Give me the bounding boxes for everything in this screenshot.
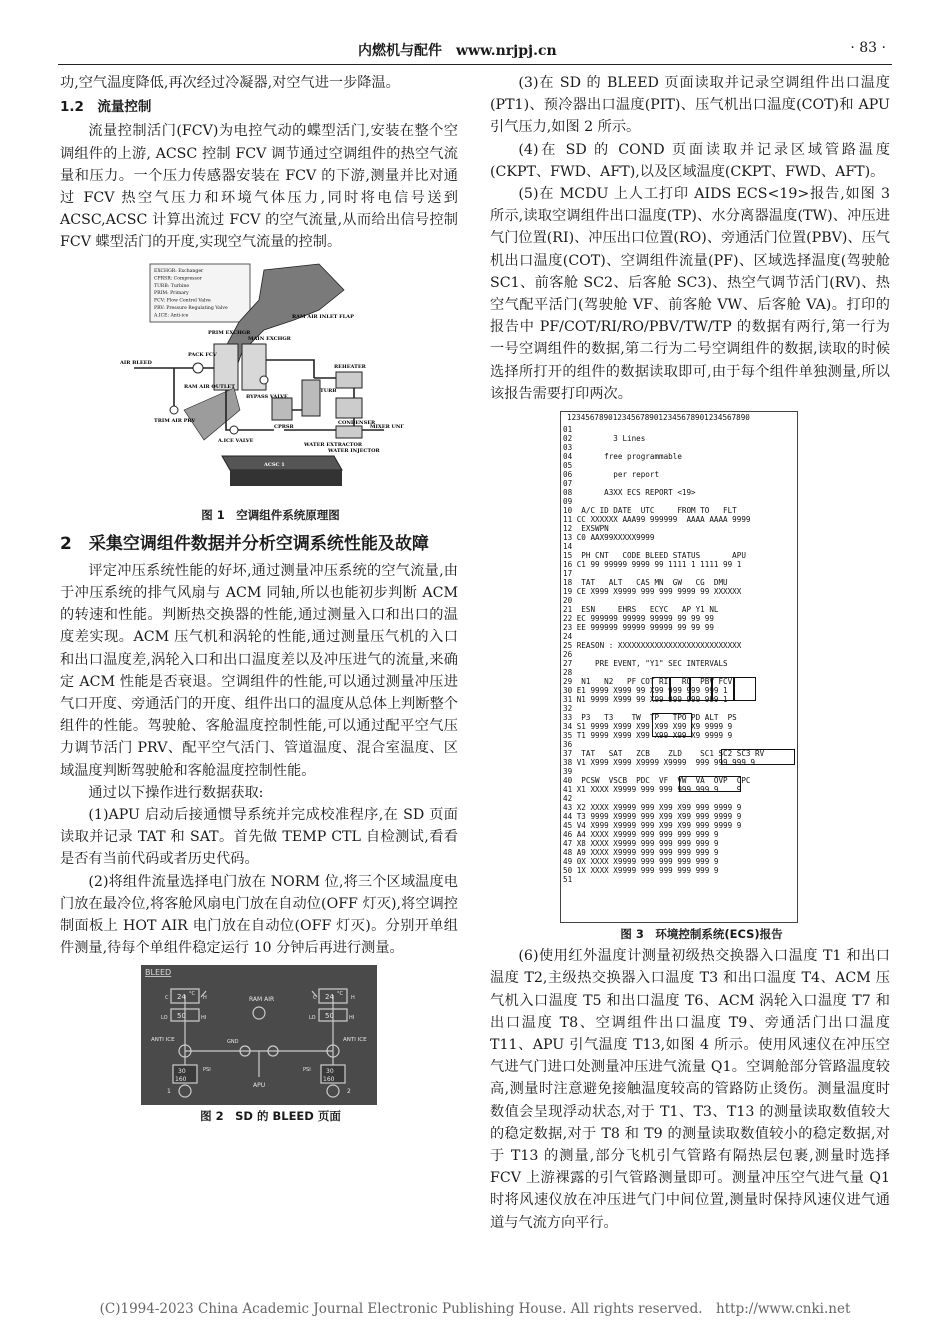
hi-label: HI [201, 1015, 207, 1022]
report-line [563, 453, 764, 462]
line-number: 50 [563, 866, 573, 876]
figure-1-caption: 图 1 空调组件系统原理图 [201, 507, 340, 522]
paragraph: 通过以下操作进行数据获取: [88, 784, 264, 801]
highlight-cot-box [670, 677, 690, 701]
paragraph: (1)APU 启动后接通惯导系统并完成校准程序,在 SD 页面读取并记录 TAT 和 SAT。首先做 TEMP CTL 自检测试,看看是否有当前代码或者历史代码。 [60, 807, 458, 868]
figure-2-bleed-page [141, 965, 377, 1105]
line-number: 15 [563, 551, 573, 561]
line-content: N1 9999 X999 99 X99 999 999 999 1 [576, 695, 728, 705]
water-injector-label: WATER INJECTOR [328, 447, 380, 454]
line-number: 17 [563, 569, 573, 579]
line-content: CE X999 X9999 999 999 9999 99 XXXXXX [576, 587, 742, 597]
paragraph: (3)在 SD 的 BLEED 页面读取并记录空调组件出口温度(PT1)、预冷器出口温度(PIT)、压气机出口温度(COT)和 APU 引气压力,如图 2 所示。 [490, 75, 890, 136]
report-line [563, 489, 764, 498]
line-content: PRE EVENT, "Y1" SEC INTERVALS [576, 659, 728, 669]
line-content: X8 XXXX X9999 999 999 999 999 9 [576, 839, 719, 849]
line-number: 25 [563, 641, 573, 651]
figure-2-caption: 图 2 SD 的 BLEED 页面 [200, 1109, 341, 1124]
line-number: 29 [563, 677, 573, 687]
line-number: 40 [563, 776, 573, 786]
lo-label: LO [161, 1015, 168, 1022]
paragraph: (4)在 SD 的 COND 页面读取并记录区域管路温度(CKPT、FWD、AFT),以及区域温度(CKPT、FWD、AFT)。 [490, 141, 890, 180]
line-content: EE 999999 99999 99999 99 99 99 [576, 623, 714, 633]
line-content: TAT ALT CAS MN GW CG DMU [576, 578, 728, 588]
condenser [336, 398, 362, 418]
line-number: 05 [563, 461, 573, 471]
line-number: 19 [563, 587, 573, 597]
psi-value: 160 [175, 1076, 187, 1084]
line-number: 34 [563, 722, 573, 732]
line-content: 3 Lines [576, 434, 646, 444]
paragraph: 评定冲压系统性能的好坏,通过测量冲压系统的空气流量,由于冲压系统的排气风扇与 ACM 同轴,所以也能初步判断 ACM 的转速和性能。判断热交换器的性能,通过测量入口和出口的温度差实现。ACM 压气机和涡轮的性能,通过测量压气机的入口和出口温度差,涡轮入口和出口温度差以及冲压进气的流量,来确定 ACM 性能是否衰退。空调组件的性能,可以通过测量冲压进气口开度、旁通活门的开度、组件出口的温度从总体上判断整个组件的性能。驾驶舱、客舱温度控制性能,可以通过配平空气压力调节活门 PRV、配平空气活门、管道温度、混合室温度、区域温度判断驾驶舱和客舱温度控制性能。 [60, 562, 458, 779]
h-label: H [351, 995, 355, 1002]
line-number: 44 [563, 812, 573, 822]
a-ice-valve-label: A.ICE VALVE [218, 437, 254, 444]
line-content: A9 XXXX X9999 999 999 999 999 9 [576, 848, 719, 858]
paragraph: (6)使用红外温度计测量初级热交换器入口温度 T1 和出口温度 T2,主级热交换器入口温度 T3 和出口温度 T4、ACM 压气机入口温度 T5 和出口温度 T6、ACM 涡轮入口温度 T7 和出口温度 T8、空调组件出口温度 T9、旁通活门出口温度 T11、APU 引气温度 T13,如图 4 所示。使用风速仪在冲压空气进气门进口处测量冲压进气流量 Q1。空调舱部分管路温度较高,测量时注意避免接触温度较高的管路防止烫伤。测量温度时数值会呈现浮动状态,对于 T1、T3、T13 的测量读取数值较大的稳定数据,对于 T8 和 T9 的测量读取数值较小的稳定数据,对于 T13 的测量,部分飞机引气管路有隔热层包裹,测量时选择 FCV 上游裸露的引气管路测量即可。测量冲压空气进气量 Q1 时将风速仪放在冲压进气门中间位置,测量时保持风速仪进气通道与气流方向平行。 [490, 948, 890, 1231]
h-label: H [203, 995, 207, 1002]
hi-label: HI [349, 1015, 355, 1022]
pack-schematic [114, 260, 404, 504]
line-content: ESN EHRS ECYC AP Y1 NL [576, 605, 719, 615]
report-lines [563, 426, 764, 885]
highlight-pf-box [652, 677, 670, 701]
line-content: X2 XXXX X9999 999 X99 X99 999 9999 9 [576, 803, 742, 813]
line-number: 07 [563, 479, 573, 489]
line-content: S1 9999 X999 X99 X99 X99 X9 9999 9 [576, 722, 733, 732]
turbine [302, 380, 320, 416]
section-heading: 2 采集空调组件数据并分析空调系统性能及故障 [60, 533, 429, 554]
ram-air-inlet-label: RAM AIR INLET FLAP [292, 313, 354, 320]
line-number: 42 [563, 794, 573, 804]
line-content: T1 9999 X999 X99 X99 X99 X9 9999 9 [576, 731, 733, 741]
line-number: 49 [563, 857, 573, 867]
report-line [563, 624, 764, 633]
c-label: C [313, 995, 317, 1002]
engine-1-label: 1 [167, 1088, 171, 1096]
line-number: 09 [563, 497, 573, 507]
line-number: 21 [563, 605, 573, 615]
line-content: N1 N2 PF COT RI RO PBV FCV [576, 677, 733, 687]
right-column [490, 72, 890, 1234]
line-number: 30 [563, 686, 573, 696]
line-content: V4 X999 X9999 999 X99 X99 999 9999 9 [576, 821, 742, 831]
lo-label: LO [309, 1015, 316, 1022]
legend-entry: PRV: Pressure Regulating Valve [154, 305, 228, 311]
left-temp-1: 24 [177, 993, 186, 1002]
line-number: 01 [563, 425, 573, 435]
copyright-footer: (C)1994-2023 China Academic Journal Electronic Publishing House. All rights reserved. http://www.cnki.net [99, 1301, 851, 1317]
left-temp-2: 50 [177, 1012, 186, 1021]
gnd-label: GND [227, 1039, 239, 1046]
highlight-pbv-box [734, 677, 756, 701]
report-line [563, 876, 764, 885]
paragraph: 流量控制活门(FCV)为电控气动的蝶型活门,安装在整个空调组件的上游, ACSC 控制 FCV 调节通过空调组件的热空气流量和压力。一个压力传感器安装在 FCV 的下游,测量并比对通过 FCV 热空气压力和环境气体压力,同时将电信号送到 ACSC,ACSC 计算出流过 FCV 的空气流量,从而给出信号控制 FCV 蝶型活门的开度,实现空气流量的控制。 [60, 123, 458, 251]
highlight-ri-box [690, 677, 712, 701]
bypass-valve [260, 376, 268, 384]
line-content: EC 999999 99999 99999 99 99 99 [576, 614, 714, 624]
line-content: EXSWPN [576, 524, 609, 534]
unit-c: °C [189, 991, 195, 998]
prim-exchgr-label: PRIM EXCHGR [208, 329, 251, 336]
line-number: 45 [563, 821, 573, 831]
line-content: C0 AAX99XXXXX9999 [576, 533, 655, 543]
report-line [563, 561, 764, 570]
line-number: 12 [563, 524, 573, 534]
air-bleed-label: AIR BLEED [120, 359, 152, 366]
line-number: 23 [563, 623, 573, 633]
right-temp-1: 24 [325, 993, 334, 1002]
bypass-valve-label: BYPASS VALVE [246, 393, 288, 400]
line-number: 04 [563, 452, 573, 462]
line-number: 37 [563, 749, 573, 759]
bleed-display [141, 965, 377, 1105]
highlight-sc-rv-box [721, 749, 795, 765]
mixer-unit-label: MIXER UNIT [370, 423, 404, 430]
legend-entry: FCV: Flow Control Valve [154, 298, 211, 304]
compressor [272, 398, 292, 420]
acsc-label: ACSC 1 [264, 461, 285, 468]
line-content: 0X XXXX X9999 999 999 999 999 9 [576, 857, 719, 867]
line-content: CC XXXXXX AAA99 999999 AAAA AAAA 9999 [576, 515, 751, 525]
line-number: 41 [563, 785, 573, 795]
figure-3-ecs-report [560, 411, 798, 923]
line-number: 27 [563, 659, 573, 669]
line-number: 14 [563, 542, 573, 552]
highlight-ro-box [712, 677, 734, 701]
ram-air-outlet-label: RAM AIR OUTLET [184, 383, 235, 390]
pack-fcv-label: PACK FCV [188, 351, 217, 358]
line-content: P3 T3 TW TP TPO PD ALT PS [576, 713, 737, 723]
line-content: PH CNT CODE BLEED STATUS APU [576, 551, 746, 561]
line-number: 20 [563, 596, 573, 606]
unit-c: °C [337, 991, 343, 998]
line-number: 02 [563, 434, 573, 444]
page-header [58, 38, 892, 65]
anti-ice-label-right: ANTI ICE [343, 1037, 367, 1044]
section-heading: 1.2 流量控制 [60, 99, 152, 116]
line-content: A3XX ECS REPORT <19> [576, 488, 696, 498]
line-content: A/C ID DATE UTC FROM TO FLT [576, 506, 737, 516]
legend-entry: EXCHGR: Exchanger [154, 268, 204, 274]
column-ruler: 1234567890123456789012345678901234567890 [567, 413, 750, 423]
line-content: PCSW VSCB PDC VF VW VA OVP CPC [576, 776, 751, 786]
line-number: 36 [563, 740, 573, 750]
report-line [563, 588, 764, 597]
line-content: X1 XXXX X9999 999 999 999 999 9 9 [576, 785, 742, 795]
line-content: A4 XXXX X9999 999 999 999 999 9 [576, 830, 719, 840]
report-line [563, 534, 764, 543]
apu-label: APU [253, 1082, 266, 1090]
legend-entry: PRIM: Primary [154, 290, 189, 296]
line-number: 10 [563, 506, 573, 516]
ram-air-label: RAM AIR [249, 996, 275, 1004]
water-extractor [336, 426, 362, 438]
line-content: E1 9999 X999 99 X99 999 999 999 1 [576, 686, 728, 696]
report-line [563, 867, 764, 876]
page-number: · 83 · [850, 40, 886, 56]
line-content: 1X XXXX X9999 999 999 999 999 9 [576, 866, 719, 876]
journal-name: 内燃机与配件 www.nrjpj.cn [358, 43, 557, 59]
line-content: TAT SAT ZCB ZLD SC1 SC2 SC3 RV [576, 749, 765, 759]
line-number: 03 [563, 443, 573, 453]
line-number: 08 [563, 488, 573, 498]
line-content: per report [576, 470, 660, 480]
line-number: 43 [563, 803, 573, 813]
line-number: 16 [563, 560, 573, 570]
line-content: C1 99 99999 9999 99 1111 1 1111 99 1 [576, 560, 742, 570]
turb-label: TURB [320, 387, 337, 394]
highlight-vf-va-box [679, 776, 741, 792]
highlight-tw-tp-box [652, 713, 692, 737]
report-line [563, 642, 764, 651]
line-number: 35 [563, 731, 573, 741]
line-number: 51 [563, 875, 573, 885]
paragraph: (2)将组件流量选择电门放在 NORM 位,将三个区域温度电门放在最冷位,将客舱风扇电门放在自动位(OFF 灯灭),将空调控制面板上 HOT AIR 电门放在自动位(OFF 灯灭)。分别开单组件测量,待每个单组件稳定运行 10 分钟后再进行测量。 [60, 873, 458, 957]
report-line [563, 660, 764, 669]
line-number: 31 [563, 695, 573, 705]
c-label: C [165, 995, 169, 1002]
line-number: 06 [563, 470, 573, 480]
line-number: 18 [563, 578, 573, 588]
legend-entry: A.ICE: Anti-ice [154, 313, 189, 319]
main-exchgr-label: MAIN EXCHGR [248, 335, 291, 342]
cprsr-label: CPRSR [274, 423, 294, 430]
line-number: 33 [563, 713, 573, 723]
legend-entry: CPRSR: Compressor [154, 276, 202, 282]
line-number: 11 [563, 515, 573, 525]
legend-entry: TURB: Turbine [154, 283, 190, 289]
line-number: 28 [563, 668, 573, 678]
water-extractor-label: WATER EXTRACTOR [304, 441, 362, 448]
report-line [563, 471, 764, 480]
psi-label: PSI [203, 1067, 211, 1074]
right-temp-2: 50 [325, 1012, 334, 1021]
anti-ice-label-left: ANTI ICE [151, 1037, 175, 1044]
paragraph: (5)在 MCDU 上人工打印 AIDS ECS<19>报告,如图 3 所示,读取空调组件出口温度(TP)、水分离器温度(TW)、冲压进气门位置(RI)、冲压出口位置(RO)、旁通活门位置(PBV)、压气机出口温度(COT)、空调组件流量(PF)、区域选择温度(驾驶舱 SC1、前客舱 SC2、后客舱 SC3)、热空气调节活门(RV)、热空气配平活门(驾驶舱 VF、前客舱 VW、后客舱 VA)。打印的报告中 PF/COT/RI/RO/PBV/TW/TP 的数据有两行,第一行为一号空调组件的数据,第二行为二号空调组件的数据,读取的时候选择所打开的组件的数据读取即可,由于每个组件单独测量,所以该报告需要打印两次。 [490, 186, 890, 402]
condenser-label: CONDENSER [338, 419, 376, 426]
figure-1-pack-diagram [114, 260, 404, 504]
figure-3-caption: 图 3 环境控制系统(ECS)报告 [620, 927, 783, 942]
reheater [336, 372, 362, 388]
line-number: 48 [563, 848, 573, 858]
psi-label: PSI [303, 1067, 311, 1074]
line-number: 26 [563, 650, 573, 660]
line-content: free programmable [576, 452, 682, 462]
a-ice-valve [230, 426, 238, 434]
line-content: T3 9999 X9999 999 X99 X99 999 9999 9 [576, 812, 742, 822]
trim-air-prv [170, 406, 178, 414]
psi-value: 30 [178, 1068, 186, 1076]
left-column [60, 72, 458, 1128]
paragraph: 功,空气温度降低,再次经过冷凝器,对空气进一步降温。 [60, 75, 400, 91]
line-number: 13 [563, 533, 573, 543]
line-content: V1 X999 X999 X9999 X9999 999 999 999 9 [576, 758, 756, 768]
trim-air-prv-label: TRIM AIR PRV [154, 417, 196, 424]
line-number: 32 [563, 704, 573, 714]
reheater-label: REHEATER [334, 363, 366, 370]
line-number: 46 [563, 830, 573, 840]
line-number: 39 [563, 767, 573, 777]
psi-value: 160 [323, 1076, 335, 1084]
line-number: 38 [563, 758, 573, 768]
pack-fcv [193, 363, 203, 373]
psi-value: 30 [326, 1068, 334, 1076]
line-number: 22 [563, 614, 573, 624]
line-number: 24 [563, 632, 573, 642]
line-content: REASON : XXXXXXXXXXXXXXXXXXXXXXXXXXX [576, 641, 742, 651]
line-number: 47 [563, 839, 573, 849]
bleed-title: BLEED [145, 968, 172, 978]
report-line [563, 435, 764, 444]
engine-2-label: 2 [347, 1088, 351, 1096]
